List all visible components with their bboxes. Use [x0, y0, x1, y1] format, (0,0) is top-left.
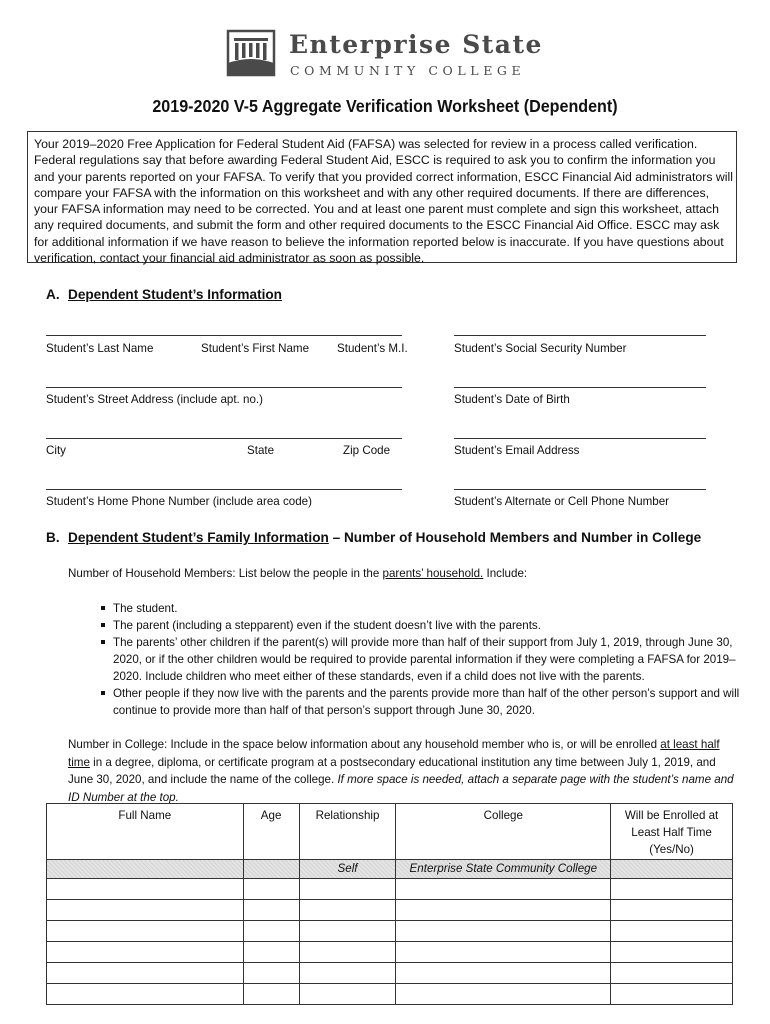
bullet-item: The parents’ other children if the parent(s) will provide more than half of their support from July 1, 2019, through June 30, 2020, or if the other children would be required to provide parental information if they were completing a FAFSA for 2019–2020. Include children who meet either of these standards, even if a child does not live with the parents. — [103, 634, 743, 685]
table-row-self — [47, 860, 733, 879]
section-b-letter: B. — [46, 530, 60, 545]
state-label: State — [247, 444, 275, 457]
cell-relationship: Self — [299, 860, 396, 879]
section-b-heading — [46, 530, 701, 545]
section-a-heading — [46, 287, 282, 302]
last-name-label: Student’s Last Name — [46, 342, 154, 355]
col-age: Age — [243, 804, 299, 860]
mi-label: Student’s M.I. — [337, 342, 408, 355]
cell[interactable] — [611, 942, 733, 963]
col-relationship: Relationship — [299, 804, 396, 860]
cell[interactable] — [243, 963, 299, 984]
table-row — [47, 963, 733, 984]
table-header-row — [47, 804, 733, 860]
table-row — [47, 984, 733, 1005]
household-include-text: Include: — [483, 567, 528, 580]
bullet-item: Other people if they now live with the parents and the parents provide more than half of the other person’s support and will continue to provide more than half of that person’s support through June 30, 2020. — [103, 685, 743, 719]
cell-phone-line[interactable] — [454, 489, 706, 490]
col-college: College — [396, 804, 611, 860]
city-state-zip-line[interactable] — [46, 438, 402, 439]
cell[interactable] — [47, 942, 244, 963]
college-name: Enterprise State — [289, 30, 543, 59]
table-row — [47, 921, 733, 942]
cell[interactable] — [243, 984, 299, 1005]
cell[interactable] — [243, 900, 299, 921]
cell[interactable] — [299, 963, 396, 984]
email-label: Student’s Email Address — [454, 444, 580, 457]
table-row — [47, 900, 733, 921]
cell[interactable] — [611, 984, 733, 1005]
college-text-2: in a degree, diploma, or certificate program at a postsecondary educational institution any time between July 1, 2019, and June 30, 2020, and include the name of the college. — [68, 755, 716, 786]
section-a-letter: A. — [46, 287, 60, 302]
email-line[interactable] — [454, 438, 706, 439]
cell[interactable] — [243, 942, 299, 963]
household-table — [46, 803, 733, 1005]
home-phone-line[interactable] — [46, 489, 402, 490]
cell[interactable] — [299, 879, 396, 900]
number-in-college-paragraph — [68, 736, 740, 806]
page-title: 2019-2020 V-5 Aggregate Verification Worksheet (Dependent) — [152, 96, 618, 116]
parents-household-text: parents’ household. — [382, 567, 484, 580]
address-line[interactable] — [46, 387, 402, 388]
cell[interactable] — [243, 921, 299, 942]
college-subtitle: COMMUNITY COLLEGE — [290, 63, 526, 78]
dob-label: Student’s Date of Birth — [454, 393, 570, 406]
cell-age[interactable] — [243, 860, 299, 879]
first-name-label: Student’s First Name — [201, 342, 310, 355]
cell[interactable] — [611, 963, 733, 984]
cell[interactable] — [396, 942, 611, 963]
household-intro-text: Number of Household Members: List below the people in the — [68, 567, 383, 580]
household-intro — [68, 567, 527, 580]
bullet-item: The student. — [103, 600, 743, 617]
section-b-title-rest: – Number of Household Members and Number in College — [328, 530, 702, 545]
cell[interactable] — [299, 984, 396, 1005]
cell[interactable] — [299, 900, 396, 921]
cell[interactable] — [611, 921, 733, 942]
address-label: Student’s Street Address (include apt. no.) — [46, 393, 263, 406]
cell[interactable] — [243, 879, 299, 900]
cell[interactable] — [396, 879, 611, 900]
cell-name[interactable] — [47, 860, 244, 879]
cell[interactable] — [611, 900, 733, 921]
table-row — [47, 879, 733, 900]
zip-label: Zip Code — [343, 444, 391, 457]
cell[interactable] — [47, 900, 244, 921]
half-time-text: at least half time — [68, 738, 720, 769]
col-full-name: Full Name — [47, 804, 244, 860]
cell[interactable] — [47, 984, 244, 1005]
cell-enrolled[interactable] — [611, 860, 733, 879]
cell[interactable] — [396, 984, 611, 1005]
college-text-1: Number in College: Include in the space below information about any household member who is, or will be enrolled — [68, 738, 661, 751]
ssn-line[interactable] — [454, 335, 706, 336]
cell[interactable] — [47, 921, 244, 942]
cell[interactable] — [47, 963, 244, 984]
cell[interactable] — [299, 921, 396, 942]
ssn-label: Student’s Social Security Number — [454, 342, 627, 355]
cell[interactable] — [47, 879, 244, 900]
name-line[interactable] — [46, 335, 402, 336]
home-phone-label: Student’s Home Phone Number (include area code) — [46, 495, 312, 508]
col-enrolled: Will be Enrolled at Least Half Time (Yes/No) — [611, 804, 733, 860]
intro-text: Your 2019–2020 Free Application for Federal Student Aid (FAFSA) was selected for review in a process called verification. Federal regulations say that before awarding Federal Student Aid, ESCC is required to ask you to confirm the information you and your parents reported on your FAFSA. To verify that you provided correct information, ESCC Financial Aid administrators will compare your FAFSA with the information on this worksheet and with any other required documents. If there are differences, your FAFSA information may need to be corrected. You and at least one parent must complete and sign this worksheet, attach any required documents, and submit the form and other required documents to the ESCC Financial Aid Office. ESCC may ask for additional information if we have reason to believe the information reported below is inaccurate. If you have questions about verification, contact your financial aid administrator as soon as possible. — [34, 137, 733, 266]
cell[interactable] — [396, 900, 611, 921]
city-label: City — [46, 444, 66, 457]
table-row — [47, 942, 733, 963]
bullet-item: The parent (including a stepparent) even if the student doesn’t live with the parents. — [103, 617, 743, 634]
section-a-title: Dependent Student’s Information — [68, 287, 282, 302]
dob-line[interactable] — [454, 387, 706, 388]
cell-phone-label: Student’s Alternate or Cell Phone Number — [454, 495, 670, 508]
cell[interactable] — [299, 942, 396, 963]
household-bullet-list — [103, 600, 743, 719]
college-italic-note: If more space is needed, attach a separate page with the student’s name and ID Number at the top. — [68, 773, 734, 804]
cell[interactable] — [396, 921, 611, 942]
cell[interactable] — [611, 879, 733, 900]
cell[interactable] — [396, 963, 611, 984]
college-logo-icon — [226, 29, 276, 77]
cell-college: Enterprise State Community College — [396, 860, 611, 879]
section-b-title: Dependent Student’s Family Information — [68, 530, 329, 545]
